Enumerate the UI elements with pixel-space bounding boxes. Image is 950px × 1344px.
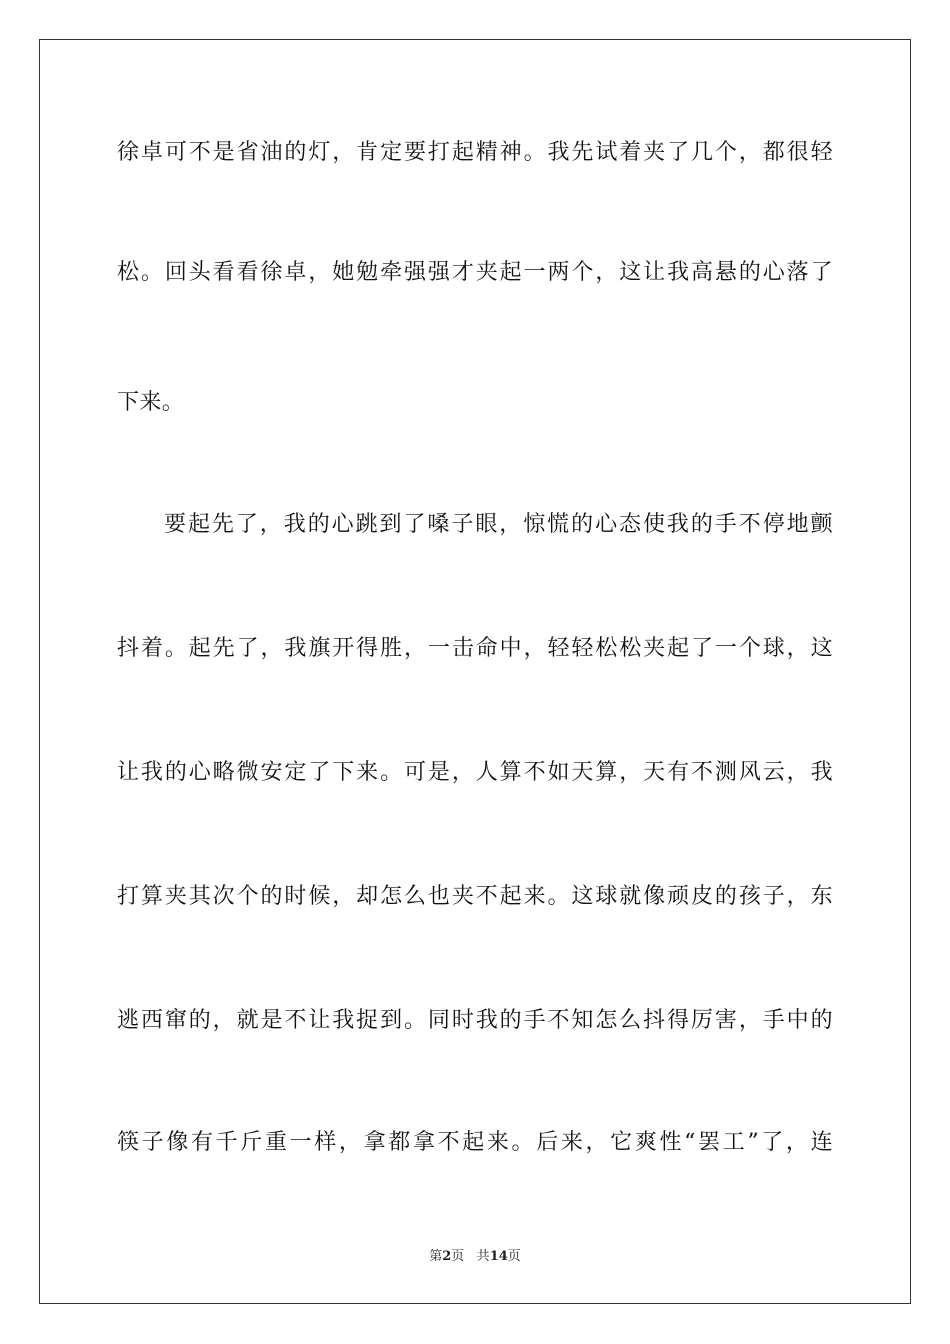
body-line-6: 让我的心略微安定了下来。可是，人算不如天算，天有不测风云，我 [117,760,833,785]
body-line-5: 抖着。起先了，我旗开得胜，一击命中，轻轻松松夹起了一个球，这 [117,636,833,661]
total-prefix: 共 [476,1249,490,1264]
body-line-4: 要起先了，我的心跳到了嗓子眼，惊慌的心态使我的手不停地颤 [164,512,833,537]
body-line-7: 打算夹其次个的时候，却怎么也夹不起来。这球就像顽皮的孩子，东 [117,884,833,909]
page-suffix: 页 [451,1249,465,1264]
total-pages: 14 [489,1249,508,1264]
body-line-8: 逃西窜的，就是不让我捉到。同时我的手不知怎么抖得厉害，手中的 [117,1008,833,1033]
total-suffix: 页 [507,1249,521,1264]
body-line-2: 松。回头看看徐卓，她勉牵强强才夹起一两个，这让我高悬的心落了 [117,260,833,285]
page-border [39,39,911,1304]
page-number: 2 [442,1249,452,1264]
body-line-3: 下来。 [117,390,185,415]
page-prefix: 第 [429,1249,443,1264]
page-footer [0,1248,950,1266]
body-line-1: 徐卓可不是省油的灯，肯定要打起精神。我先试着夹了几个，都很轻 [117,140,833,165]
body-line-9: 筷子像有千斤重一样，拿都拿不起来。后来，它爽性“罢工”了，连 [117,1130,833,1155]
